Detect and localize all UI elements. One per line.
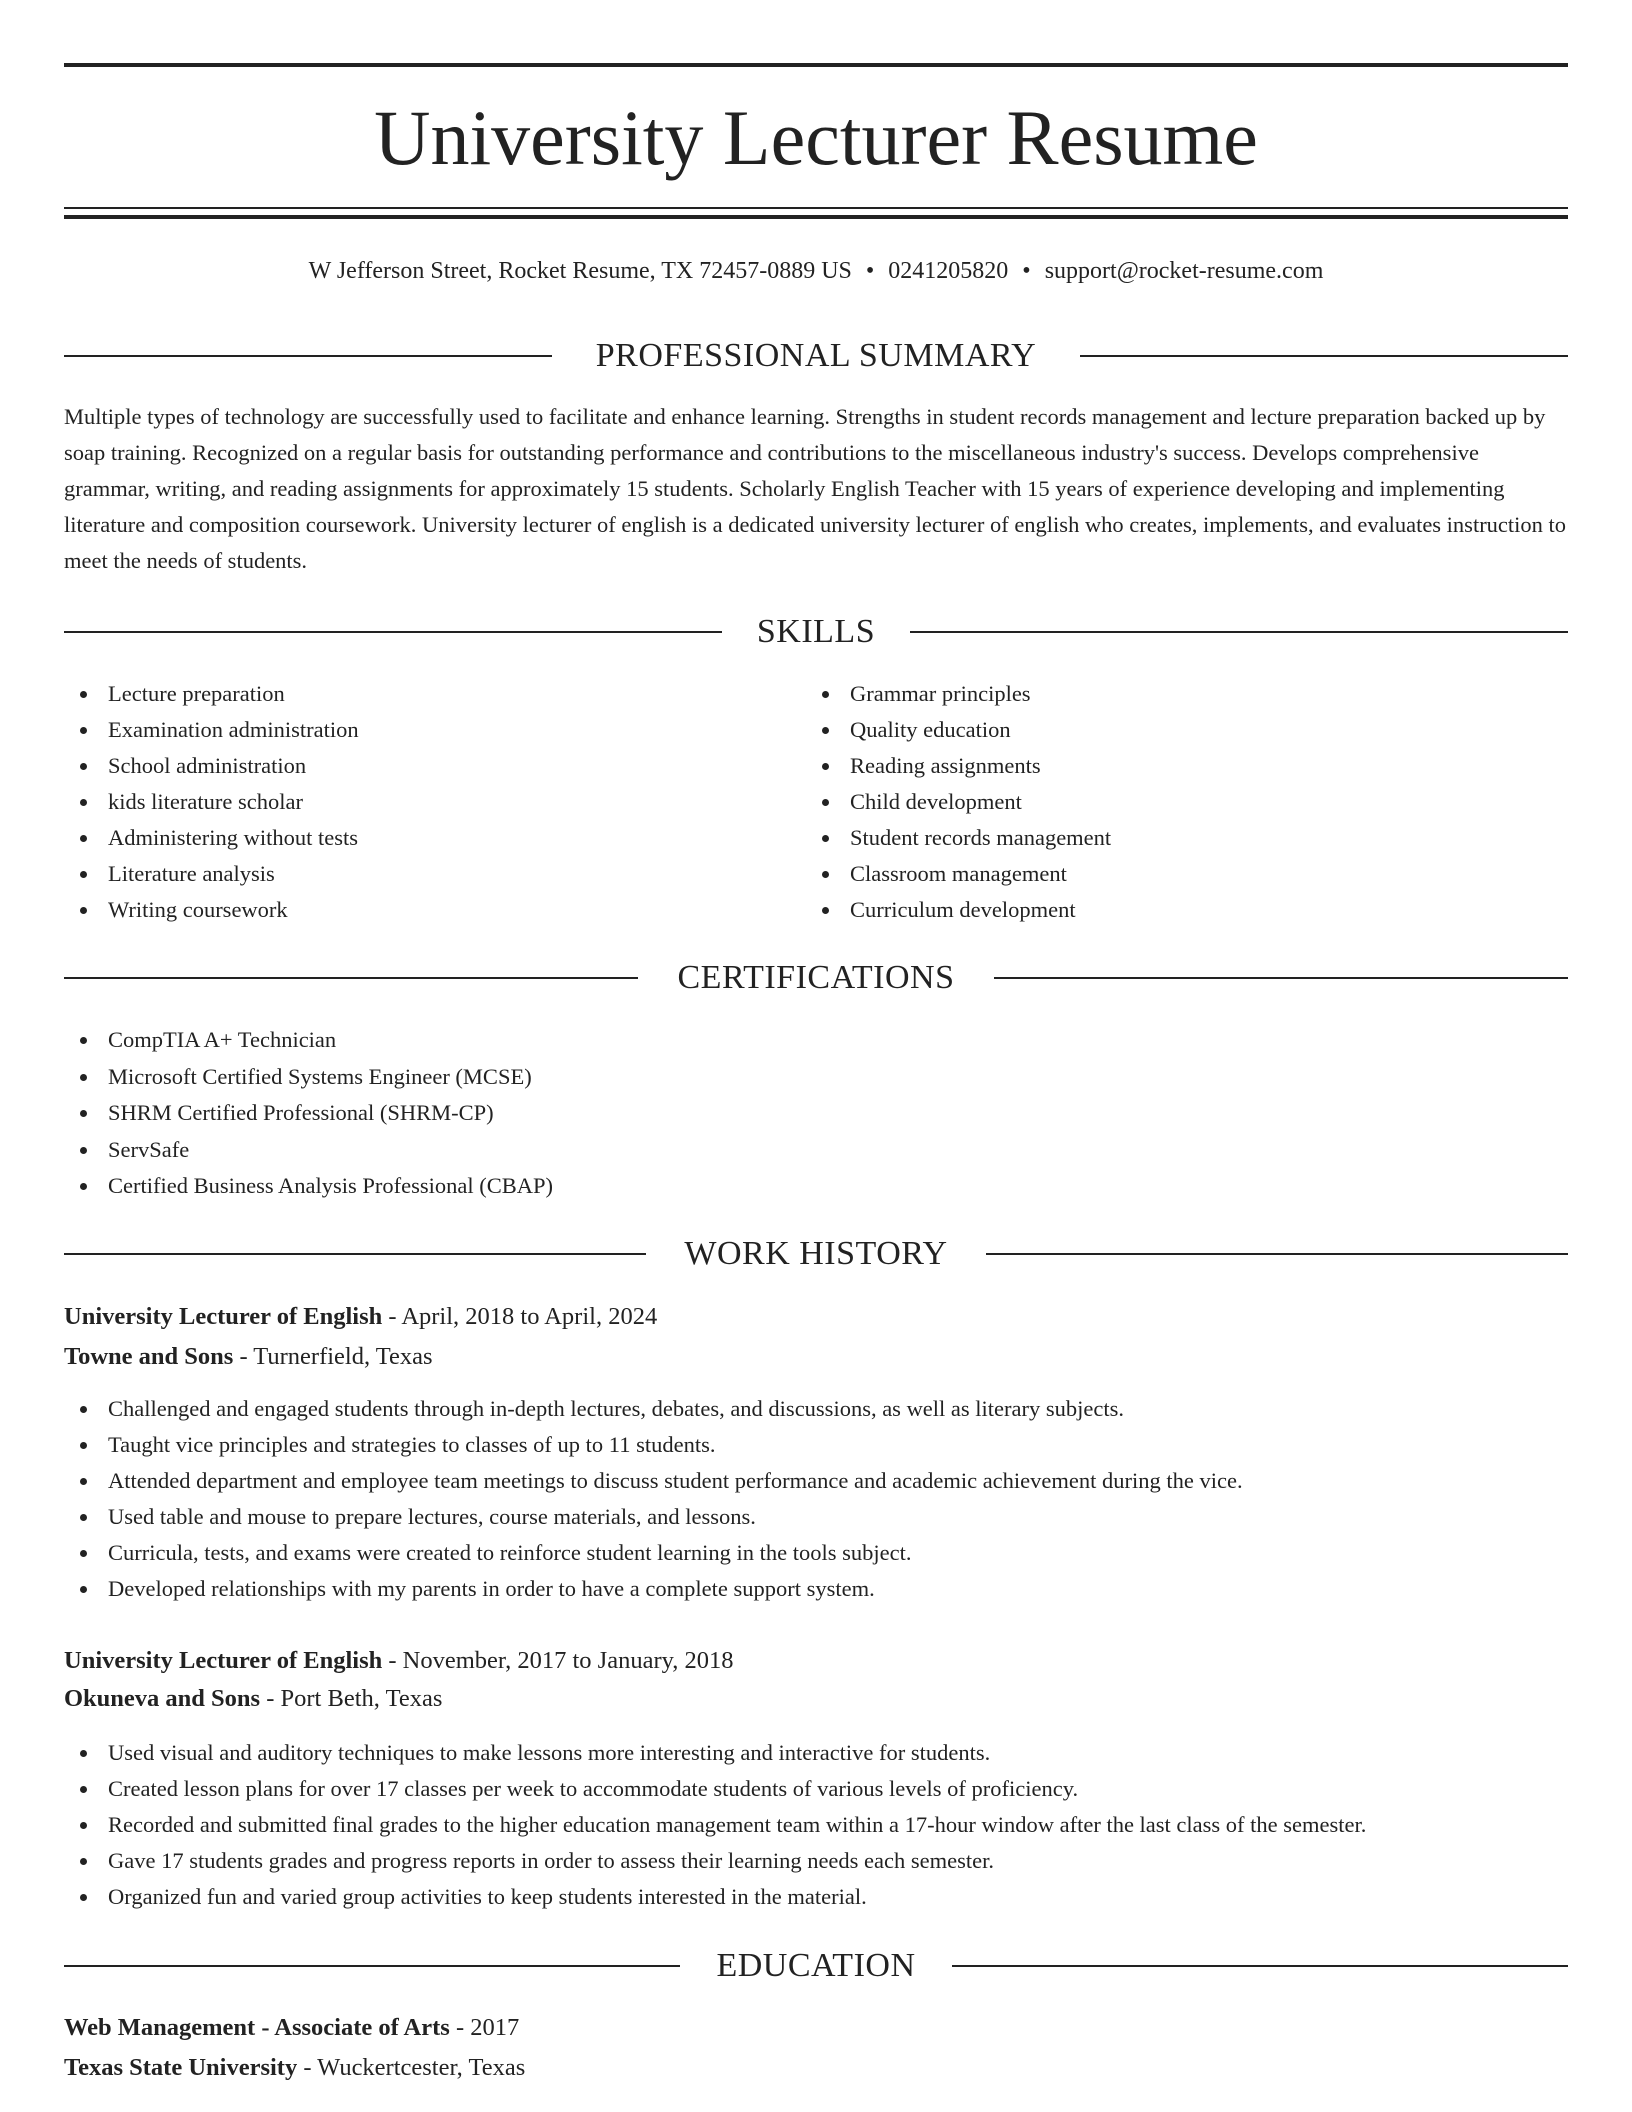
certifications-section-heading xyxy=(64,954,1568,1002)
list-item: Lecture preparation xyxy=(64,676,804,712)
contact-phone: 0241205820 xyxy=(888,258,1009,284)
job-title-line xyxy=(64,1299,1568,1335)
list-item: Quality education xyxy=(806,712,1546,748)
list-item: Microsoft Certified Systems Engineer (MCSE) xyxy=(64,1059,1568,1096)
list-item: Developed relationships with my parents in order to have a complete support system. xyxy=(64,1571,1568,1607)
job-dates: - November, 2017 to January, 2018 xyxy=(382,1647,734,1674)
job-company-line xyxy=(64,1339,1568,1375)
list-item: Organized fun and varied group activities to keep students interested in the material. xyxy=(64,1879,1568,1915)
education-section-heading xyxy=(64,1942,1568,1990)
list-item: Curriculum development xyxy=(806,892,1546,928)
skills-section-heading xyxy=(64,608,1568,656)
list-item: Grammar principles xyxy=(806,676,1546,712)
contact-separator: • xyxy=(865,258,875,284)
education-heading-label: EDUCATION xyxy=(716,1947,916,1984)
job-location: - Port Beth, Texas xyxy=(260,1685,443,1712)
summary-section-heading xyxy=(64,332,1568,380)
education-location: - Wuckertcester, Texas xyxy=(297,2054,526,2081)
list-item: Recorded and submitted final grades to the higher education management team within a 17-hour window after the last class of the semester. xyxy=(64,1807,1568,1843)
list-item: Used table and mouse to prepare lectures, course materials, and lessons. xyxy=(64,1499,1568,1535)
skills-list-left xyxy=(64,676,804,928)
list-item: Reading assignments xyxy=(806,748,1546,784)
summary-heading-label: PROFESSIONAL SUMMARY xyxy=(595,337,1037,374)
education-school-line xyxy=(64,2050,1568,2086)
list-item: Literature analysis xyxy=(64,856,804,892)
list-item: Attended department and employee team meetings to discuss student performance and academic achievement during the vice. xyxy=(64,1463,1568,1499)
list-item: Student records management xyxy=(806,820,1546,856)
top-rule xyxy=(64,63,1568,67)
education-degree-line xyxy=(64,2010,1568,2046)
list-item: CompTIA A+ Technician xyxy=(64,1022,1568,1059)
education-degree: Web Management - Associate of Arts xyxy=(64,2014,450,2041)
skills-heading-label: SKILLS xyxy=(756,613,876,650)
certifications-heading-label: CERTIFICATIONS xyxy=(677,959,955,996)
list-item: Certified Business Analysis Professional (CBAP) xyxy=(64,1168,1568,1205)
certifications-list xyxy=(64,1022,1568,1205)
list-item: Classroom management xyxy=(806,856,1546,892)
job-title: University Lecturer of English xyxy=(64,1647,383,1674)
list-item: kids literature scholar xyxy=(64,784,804,820)
list-item: ServSafe xyxy=(64,1132,1568,1169)
list-item: Child development xyxy=(806,784,1546,820)
job-company: Okuneva and Sons xyxy=(64,1685,261,1712)
list-item: Examination administration xyxy=(64,712,804,748)
list-item: School administration xyxy=(64,748,804,784)
contact-line xyxy=(64,254,1568,288)
title-double-rule xyxy=(64,207,1568,219)
list-item: Administering without tests xyxy=(64,820,804,856)
list-item: Writing coursework xyxy=(64,892,804,928)
job-location: - Turnerfield, Texas xyxy=(233,1343,433,1370)
education-school: Texas State University xyxy=(64,2054,298,2081)
list-item: Taught vice principles and strategies to classes of up to 11 students. xyxy=(64,1427,1568,1463)
job-duties-list xyxy=(64,1391,1568,1607)
contact-separator: • xyxy=(1022,258,1031,284)
work-history-section-heading xyxy=(64,1230,1568,1278)
skills-list-right xyxy=(806,676,1546,928)
job-title: University Lecturer of English xyxy=(64,1303,383,1330)
list-item: Gave 17 students grades and progress reports in order to assess their learning needs each semester. xyxy=(64,1843,1568,1879)
page-title: University Lecturer Resume xyxy=(374,94,1258,181)
list-item: Curricula, tests, and exams were created to reinforce student learning in the tools subject. xyxy=(64,1535,1568,1571)
job-company: Towne and Sons xyxy=(64,1343,234,1370)
contact-address: W Jefferson Street, Rocket Resume, TX 72457-0889 US xyxy=(308,258,852,284)
list-item: SHRM Certified Professional (SHRM-CP) xyxy=(64,1095,1568,1132)
job-duties-list xyxy=(64,1735,1568,1915)
list-item: Created lesson plans for over 17 classes per week to accommodate students of various levels of proficiency. xyxy=(64,1771,1568,1807)
list-item: Used visual and auditory techniques to make lessons more interesting and interactive for students. xyxy=(64,1735,1568,1771)
work-history-heading-label: WORK HISTORY xyxy=(684,1235,948,1272)
job-dates: - April, 2018 to April, 2024 xyxy=(382,1303,658,1330)
list-item: Challenged and engaged students through in-depth lectures, debates, and discussions, as well as literary subjects. xyxy=(64,1391,1568,1427)
education-year: - 2017 xyxy=(449,2014,520,2041)
summary-text: Multiple types of technology are successfully used to facilitate and enhance learning. Strengths in student records management and lecture preparation backed up by soap training. Recognized on a regular basis for outstanding performance and contributions to the miscellaneous industry's success. Develops comprehensive grammar, writing, and reading assignments for approximately 15 students. Scholarly English Teacher with 15 years of experience developing and implementing literature and composition coursework. University lecturer of english is a dedicated university lecturer of english who creates, implements, and evaluates instruction to meet the needs of students. xyxy=(64,404,1567,573)
job-title-line xyxy=(64,1643,1568,1679)
job-company-line xyxy=(64,1681,1568,1717)
contact-email: support@rocket-resume.com xyxy=(1044,258,1324,284)
